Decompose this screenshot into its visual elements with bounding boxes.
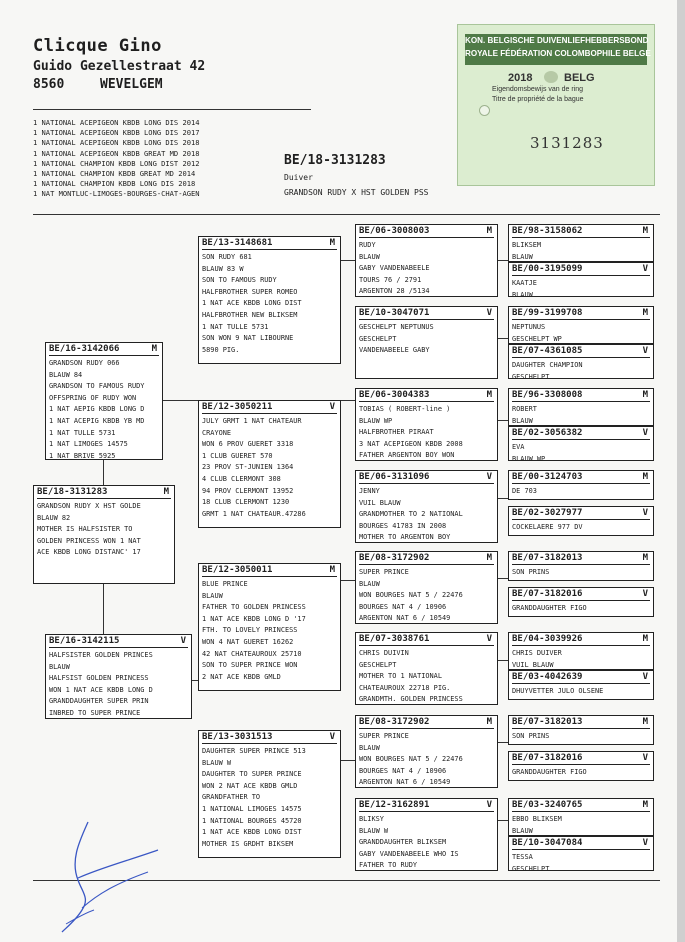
box-line: FATHER ARGENTON BOY WON — [359, 451, 455, 460]
connector-line — [498, 820, 508, 821]
achievement-item: 1 NATIONAL CHAMPION KBDB GREAT MD 2014 — [33, 169, 196, 179]
pedigree-box-gen5 — [508, 587, 654, 617]
connector-line — [498, 420, 508, 421]
sex-marker: V — [642, 589, 648, 599]
sex-marker: V — [642, 753, 648, 763]
box-line: HALFBROTHER SUPER ROMEO — [202, 287, 298, 296]
box-line: CHRIS DUIVIN — [359, 649, 409, 657]
box-line: ARGENTON NAT 6 / 10549 — [359, 614, 451, 623]
box-line: GRANDSON RUDY 066 — [49, 359, 120, 367]
achievement-item: 1 NATIONAL CHAMPION KBDB LONG DIST 2012 — [33, 158, 200, 168]
box-line: EBBO BLIKSEM — [512, 815, 562, 823]
stamp-label-fr: Titre de propriété de la bague — [492, 96, 584, 103]
connector-line — [103, 460, 104, 485]
box-line: DAUGHTER SUPER PRINCE 513 — [202, 747, 306, 755]
box-line: 1 NAT TULLE 5731 — [49, 428, 116, 437]
box-line: SON PRINS — [512, 568, 550, 576]
box-line: BOURGES 41783 IN 2008 — [359, 521, 447, 530]
ring-number: BE/03-4042639 — [512, 672, 583, 682]
connector-line — [498, 260, 508, 261]
box-line: WON 2 NAT ACE KBDB GMLD — [202, 781, 298, 790]
pedigree-box-gen5 — [508, 751, 654, 781]
box-line: HALFSIST GOLDEN PRINCESS — [49, 674, 149, 683]
connector-line — [498, 578, 508, 579]
box-line: GRANDDAUGHTER SUPER PRIN — [49, 697, 149, 706]
ring-number: BE/00-3195099 — [512, 264, 583, 274]
box-line: BLAUW — [359, 743, 380, 752]
box-line: HALFSISTER GOLDEN PRINCES — [49, 651, 153, 659]
ring-number: BE/02-3027977 — [512, 508, 583, 518]
owner-street: Guido Gezellestraat 42 — [33, 59, 206, 74]
box-line: MOTHER IS HALFSISTER TO — [37, 525, 133, 534]
sex-marker: M — [163, 487, 169, 497]
sex-marker: M — [642, 226, 648, 236]
box-line: VUIL BLAUW — [359, 498, 401, 507]
box-line: GESCHELPT — [359, 660, 397, 669]
box-line: BLAUW — [359, 252, 380, 261]
box-line: GRANDDAUGHTER FIGO — [512, 768, 587, 776]
box-line: 5890 PIG. — [202, 345, 240, 354]
pedigree-box-gen3 — [198, 400, 341, 528]
box-line: GRANDDAUGHTER BLIKSEM — [359, 838, 447, 847]
sex-marker: M — [151, 344, 157, 354]
pedigree-box-gen5 — [508, 836, 654, 871]
sex-marker: M — [642, 717, 648, 727]
ring-number: BE/06-3004383 — [359, 390, 430, 400]
box-line: 94 PROV CLERMONT 13952 — [202, 486, 294, 495]
box-line: DE 703 — [512, 487, 537, 495]
box-line: GRANDSON RUDY X HST GOLDE — [37, 502, 141, 510]
pedigree-box-gen4 — [355, 798, 498, 871]
ring-number: BE/03-3240765 — [512, 800, 583, 810]
sex-marker: M — [642, 390, 648, 400]
box-line: GRANDSON TO FAMOUS RUDY — [49, 382, 145, 391]
sex-marker: V — [642, 838, 648, 848]
ring-number: BE/12-3162891 — [359, 800, 430, 810]
box-line: RUDY — [359, 241, 376, 249]
box-line: HALFBROTHER PIRAAT — [359, 428, 434, 437]
owner-city: WEVELGEM — [100, 77, 163, 92]
box-line: GABY VANDENABEELE — [359, 264, 430, 273]
box-line: DAUGHTER CHAMPION — [512, 361, 583, 369]
pedigree-box-gen5 — [508, 224, 654, 262]
ring-number: BE/07-3038761 — [359, 634, 430, 644]
box-line: DHUYVETTER JULO OLSENE — [512, 687, 604, 695]
box-line: ARGENTON NAT 6 / 10549 — [359, 778, 451, 787]
box-line: MOTHER IS GRDHT BIKSEM — [202, 839, 294, 848]
ring-number: BE/98-3158062 — [512, 226, 583, 236]
sex-marker: M — [329, 565, 335, 575]
pedigree-box-gen4 — [355, 388, 498, 461]
box-line: BLAUW — [49, 662, 70, 671]
pedigree-box-gen5 — [508, 262, 654, 297]
pedigree-box-gen4 — [355, 715, 498, 788]
stamp-federation-nl: KON. BELGISCHE DUIVENLIEFHEBBERSBOND — [465, 36, 649, 45]
box-line: CHRIS DUIVER — [512, 649, 562, 657]
box-line: WON 4 NAT GUERET 16262 — [202, 637, 294, 646]
main-bird-ring: BE/18-3131283 — [284, 153, 386, 168]
stamp-label-nl: Eigendomsbewijs van de ring — [492, 86, 584, 93]
box-line: TOBIAS ( ROBERT-line ) — [359, 405, 451, 413]
box-line: FATHER TO RUDY — [359, 861, 418, 870]
connector-line — [163, 400, 198, 401]
box-line: BLAUW — [512, 826, 533, 835]
box-line: GESCHELPT WP — [512, 334, 562, 343]
ring-number: BE/16-3142115 — [49, 636, 120, 646]
ring-number: BE/07-4361085 — [512, 346, 583, 356]
ring-number: BE/13-3148681 — [202, 238, 273, 248]
ring-number: BE/00-3124703 — [512, 472, 583, 482]
ring-number: BE/12-3050211 — [202, 402, 273, 412]
box-line: NEPTUNUS — [512, 323, 546, 331]
box-line: GESCHELPT — [359, 334, 397, 343]
box-line: GRANDFATHER TO — [202, 793, 261, 802]
sex-marker: V — [642, 264, 648, 274]
sex-marker: M — [642, 553, 648, 563]
box-line: 1 NAT ACE KBDB LONG DIST — [202, 828, 302, 837]
box-line: BOURGES NAT 4 / 10906 — [359, 766, 447, 775]
header-divider — [33, 109, 311, 110]
sex-marker: V — [329, 402, 335, 412]
sex-marker: M — [642, 308, 648, 318]
box-line: SON TO FAMOUS RUDY — [202, 276, 277, 285]
connector-line — [498, 498, 508, 499]
sex-marker: V — [486, 800, 492, 810]
pedigree-box-gen5 — [508, 798, 654, 836]
pedigree-box-subject — [33, 485, 175, 584]
ring-number: BE/96-3308008 — [512, 390, 583, 400]
ring-number: BE/06-3008003 — [359, 226, 430, 236]
box-line: ROBERT — [512, 405, 537, 413]
box-line: INBRED TO SUPER PRINCE — [49, 708, 141, 717]
ring-number: BE/07-3182013 — [512, 717, 583, 727]
box-line: BLUE PRINCE — [202, 580, 248, 588]
achievement-item: 1 NATIONAL ACEPIGEON KBDB LONG DIS 2018 — [33, 138, 200, 148]
sex-marker: M — [642, 800, 648, 810]
signature-icon — [60, 820, 170, 935]
connector-line — [498, 338, 508, 339]
ring-number: BE/02-3056382 — [512, 428, 583, 438]
box-line: GESCHELPT — [512, 864, 550, 871]
box-line: BLAUW 82 — [37, 513, 71, 522]
box-line: 23 PROV ST-JUNIEN 1364 — [202, 463, 294, 472]
pedigree-box-gen3 — [198, 730, 341, 858]
sex-marker: M — [642, 634, 648, 644]
box-line: BLAUW W — [359, 826, 389, 835]
stamp-year: 2018 — [508, 72, 533, 84]
sex-marker: V — [486, 308, 492, 318]
box-line: GRANDMTH. GOLDEN PRINCESS — [359, 695, 463, 704]
sex-marker: M — [329, 238, 335, 248]
ring-number: BE/13-3031513 — [202, 732, 273, 742]
sex-marker: M — [486, 717, 492, 727]
pedigree-box-gen3 — [198, 236, 341, 364]
box-line: MOTHER TO ARGENTON BOY — [359, 533, 451, 542]
box-line: BLAUW — [359, 579, 380, 588]
pedigree-box-gen5 — [508, 306, 654, 344]
box-line: KAATJE — [512, 279, 537, 287]
box-line: SON RUDY 681 — [202, 253, 252, 261]
owner-postcode: 8560 — [33, 77, 65, 92]
sex-marker: M — [486, 226, 492, 236]
box-line: SON TO SUPER PRINCE WON — [202, 661, 298, 670]
main-bird-name: Duiver — [284, 173, 313, 182]
pedigree-box-gen5 — [508, 388, 654, 426]
box-line: TESSA — [512, 853, 533, 861]
sex-marker: V — [642, 508, 648, 518]
box-line: VANDENABEELE GABY — [359, 346, 430, 355]
ring-number: BE/10-3047071 — [359, 308, 430, 318]
box-line: BLIKSY — [359, 815, 384, 823]
box-line: WON 6 PROV GUERET 3318 — [202, 440, 294, 449]
box-line: 1 NAT TULLE 5731 — [202, 322, 269, 331]
connector-line — [103, 584, 104, 634]
box-line: GESCHELPT NEPTUNUS — [359, 323, 434, 331]
box-line: GABY VANDENABEELE WHO IS — [359, 849, 459, 858]
box-line: WON 1 NAT ACE KBDB LONG D — [49, 685, 153, 694]
box-line: 1 NAT BRIVE 5925 — [49, 451, 116, 460]
box-line: BLAUW WP — [359, 416, 393, 425]
ring-number: BE/16-3142066 — [49, 344, 120, 354]
pedigree-box-dam — [45, 634, 192, 719]
ring-number: BE/06-3131096 — [359, 472, 430, 482]
box-line: ACE KBDB LONG DISTANC' 17 — [37, 548, 141, 557]
box-line: BLAUW 84 — [49, 370, 83, 379]
box-line: BLAUW — [512, 252, 533, 261]
box-line: VUIL BLAUW — [512, 660, 554, 669]
box-line: BLAUW — [202, 591, 223, 600]
box-line: EVA — [512, 443, 525, 451]
pedigree-box-gen5 — [508, 715, 654, 745]
sex-marker: V — [486, 472, 492, 482]
box-line: SUPER PRINCE — [359, 732, 409, 740]
box-line: SON PRINS — [512, 732, 550, 740]
pedigree-box-gen5 — [508, 344, 654, 379]
achievement-item: 1 NATIONAL ACEPIGEON KBDB LONG DIS 2014 — [33, 118, 200, 127]
box-line: 3 NAT ACEPIGEON KBDB 2008 — [359, 439, 463, 448]
box-line: JENNY — [359, 487, 380, 495]
box-line: CRAYONE — [202, 428, 232, 437]
ring-number: BE/12-3050011 — [202, 565, 273, 575]
box-line: 1 NAT ACE KBDB LONG DIST — [202, 299, 302, 308]
sex-marker: V — [642, 346, 648, 356]
stamp-federation-band — [465, 34, 651, 65]
achievement-item: 1 NATIONAL CHAMPION KBDB LONG DIS 2018 — [33, 179, 196, 189]
ring-number: BE/07-3182016 — [512, 753, 583, 763]
box-line: GRANDMOTHER TO 2 NATIONAL — [359, 510, 463, 519]
pedigree-box-gen5 — [508, 632, 654, 670]
box-line: 1 NATIONAL LIMOGES 14575 — [202, 804, 302, 813]
pedigree-box-gen4 — [355, 224, 498, 297]
box-line: BLAUW — [512, 416, 533, 425]
box-line: DAUGHTER TO SUPER PRINCE — [202, 770, 302, 779]
stamp-punch-hole — [479, 105, 490, 116]
box-line: GOLDEN PRINCESS WON 1 NAT — [37, 536, 141, 545]
box-line: 4 CLUB CLERMONT 308 — [202, 474, 281, 483]
pedigree-box-gen5 — [508, 426, 654, 461]
pedigree-box-gen4 — [355, 470, 498, 543]
ring-number: BE/10-3047084 — [512, 838, 583, 848]
box-line: COCKELAERE 977 DV — [512, 523, 583, 531]
box-line: WON BOURGES NAT 5 / 22476 — [359, 591, 463, 600]
sex-marker: V — [642, 428, 648, 438]
box-line: JULY GRMT 1 NAT CHATEAUR — [202, 417, 302, 425]
pedigree-top-divider — [33, 214, 660, 215]
box-line: WON BOURGES NAT 5 / 22476 — [359, 755, 463, 764]
ring-number: BE/99-3199708 — [512, 308, 583, 318]
main-bird-description: GRANDSON RUDY X HST GOLDEN PSS — [284, 188, 429, 197]
stamp-ring-number: 3131283 — [530, 134, 604, 152]
ring-number: BE/08-3172902 — [359, 717, 430, 727]
pedigree-box-sire — [45, 342, 163, 460]
achievement-item: 1 NATIONAL ACEPIGEON KBDB LONG DIS 2017 — [33, 128, 200, 138]
pedigree-box-gen4 — [355, 306, 498, 379]
pedigree-box-gen5 — [508, 670, 654, 700]
box-line: MOTHER TO 1 NATIONAL — [359, 672, 442, 681]
achievements-list — [33, 118, 200, 200]
box-line: 1 CLUB GUERET 570 — [202, 451, 273, 460]
box-line: GRANDDAUGHTER FIGO — [512, 604, 587, 612]
box-line: 1 NAT ACEPIG KBDB YB MD — [49, 416, 145, 425]
pedigree-box-gen5 — [508, 470, 654, 500]
connector-line — [498, 742, 508, 743]
sex-marker: M — [486, 553, 492, 563]
ring-number: BE/08-3172902 — [359, 553, 430, 563]
box-line: BLAUW 83 W — [202, 264, 244, 273]
pedigree-box-gen4 — [355, 551, 498, 624]
sex-marker: M — [486, 390, 492, 400]
stamp-country: BELG — [564, 72, 595, 84]
scan-edge — [677, 0, 685, 942]
pedigree-box-gen5 — [508, 551, 654, 581]
box-line: GESCHELPT — [512, 372, 550, 379]
box-line: ARGENTON 28 /5134 — [359, 287, 430, 296]
box-line: GRMT 1 NAT CHATEAUR.47286 — [202, 509, 306, 518]
sex-marker: V — [180, 636, 186, 646]
achievement-item: 1 NAT MONTLUC-LIMOGES-BOURGES-CHAT-AGEN — [33, 189, 200, 199]
sex-marker: V — [329, 732, 335, 742]
box-line: BLIKSEM — [512, 241, 542, 249]
box-line: SON WON 9 NAT LIBOURNE — [202, 334, 294, 343]
box-line: BLAUW WP — [512, 454, 546, 461]
box-line: SUPER PRINCE — [359, 568, 409, 576]
box-line: 18 CLUB CLERMONT 1230 — [202, 498, 290, 507]
ring-number: BE/18-3131283 — [37, 487, 108, 497]
box-line: 1 NAT LIMOGES 14575 — [49, 440, 128, 449]
box-line: BOURGES NAT 4 / 10906 — [359, 602, 447, 611]
sex-marker: M — [642, 472, 648, 482]
box-line: 1 NAT AEPIG KBDB LONG D — [49, 405, 145, 414]
achievement-item: 1 NATIONAL ACEPIGEON KBDB GREAT MD 2018 — [33, 148, 200, 158]
box-line: BLAUW — [512, 290, 533, 297]
ring-number: BE/04-3039926 — [512, 634, 583, 644]
ownership-stamp — [457, 24, 655, 186]
box-line: OFFSPRING OF RUDY WON — [49, 393, 137, 402]
pedigree-box-gen3 — [198, 563, 341, 691]
box-line: HALFBROTHER NEW BLIKSEM — [202, 310, 298, 319]
box-line: TOURS 76 / 2791 — [359, 275, 422, 284]
owner-name: Clicque Gino — [33, 36, 162, 56]
box-line: FTH. TO LOVELY PRINCESS — [202, 626, 298, 635]
box-line: CHATEAUROUX 22718 PIG. — [359, 683, 451, 692]
box-line: FATHER TO GOLDEN PRINCESS — [202, 603, 306, 612]
box-line: BLAUW W — [202, 758, 232, 767]
federation-emblem-icon — [544, 71, 558, 83]
pedigree-box-gen5 — [508, 506, 654, 536]
ring-number: BE/07-3182016 — [512, 589, 583, 599]
box-line: 2 NAT ACE KBDB GMLD — [202, 672, 281, 681]
box-line: 1 NAT ACE KBDB LONG D '17 — [202, 614, 306, 623]
sex-marker: V — [486, 634, 492, 644]
sex-marker: V — [642, 672, 648, 682]
box-line: 1 NATIONAL BOURGES 45720 — [202, 816, 302, 825]
box-line: 42 NAT CHATEAUROUX 25710 — [202, 649, 302, 658]
ring-number: BE/07-3182013 — [512, 553, 583, 563]
stamp-federation-fr: ROYALE FÉDÉRATION COLOMBOPHILE BELGE — [465, 49, 651, 58]
connector-line — [498, 660, 508, 661]
pedigree-box-gen4 — [355, 632, 498, 705]
